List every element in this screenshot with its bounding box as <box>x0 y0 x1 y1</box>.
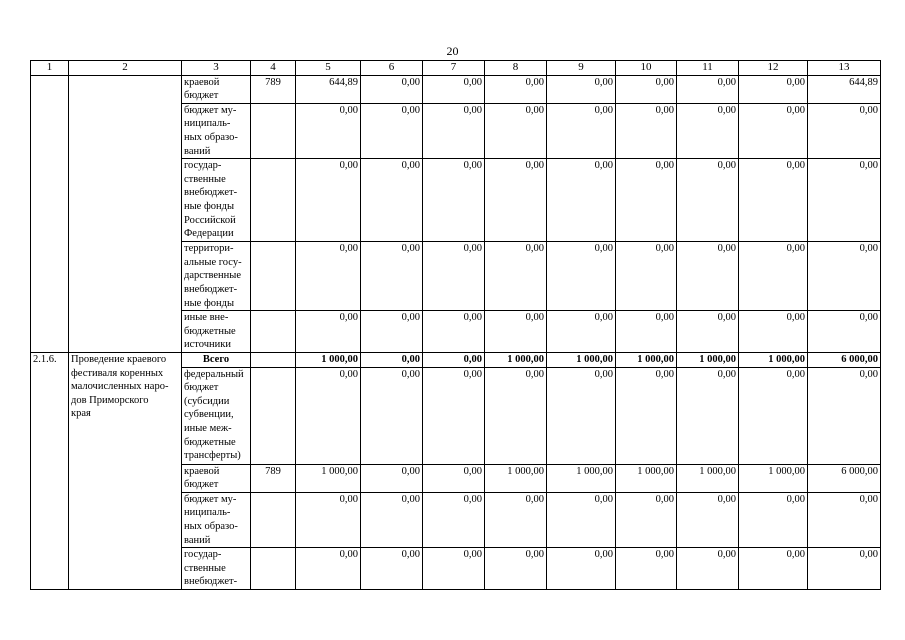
amount-col-10: 0,00 <box>616 548 677 590</box>
table-row <box>31 75 881 103</box>
amount-col-6: 0,00 <box>361 352 423 367</box>
budget-code <box>251 548 296 590</box>
budget-table <box>30 60 881 590</box>
amount-col-5: 0,00 <box>296 311 361 353</box>
budget-code <box>251 492 296 547</box>
amount-col-13: 644,89 <box>808 75 881 103</box>
column-header-5: 5 <box>296 61 361 76</box>
amount-col-8: 0,00 <box>485 548 547 590</box>
amount-col-12: 0,00 <box>739 242 808 311</box>
item-number <box>31 75 69 352</box>
amount-col-6: 0,00 <box>361 367 423 464</box>
amount-col-12: 0,00 <box>739 492 808 547</box>
amount-col-12: 1 000,00 <box>739 352 808 367</box>
amount-col-5: 0,00 <box>296 103 361 158</box>
amount-col-8: 0,00 <box>485 367 547 464</box>
amount-col-6: 0,00 <box>361 159 423 242</box>
amount-col-7: 0,00 <box>423 492 485 547</box>
budget-code <box>251 311 296 353</box>
amount-col-12: 0,00 <box>739 75 808 103</box>
funding-source: бюджет му- ниципаль- ных образо- ваний <box>182 492 251 547</box>
amount-col-9: 0,00 <box>547 311 616 353</box>
amount-col-11: 0,00 <box>677 242 739 311</box>
amount-col-13: 0,00 <box>808 492 881 547</box>
amount-col-9: 0,00 <box>547 367 616 464</box>
table-row <box>31 352 881 367</box>
amount-col-7: 0,00 <box>423 311 485 353</box>
column-header-13: 13 <box>808 61 881 76</box>
amount-col-9: 0,00 <box>547 548 616 590</box>
funding-source: краевой бюджет <box>182 464 251 492</box>
amount-col-7: 0,00 <box>423 352 485 367</box>
funding-source: территори- альные госу- дарственные внебюджет- ные фонды <box>182 242 251 311</box>
amount-col-11: 0,00 <box>677 367 739 464</box>
funding-source: федеральный бюджет (субсидии субвенции, иные меж- бюджетные трансферты) <box>182 367 251 464</box>
amount-col-13: 0,00 <box>808 367 881 464</box>
funding-source: бюджет му- ниципаль- ных образо- ваний <box>182 103 251 158</box>
amount-col-6: 0,00 <box>361 75 423 103</box>
amount-col-5: 0,00 <box>296 367 361 464</box>
amount-col-10: 0,00 <box>616 75 677 103</box>
amount-col-8: 0,00 <box>485 242 547 311</box>
amount-col-9: 1 000,00 <box>547 464 616 492</box>
amount-col-10: 1 000,00 <box>616 464 677 492</box>
amount-col-8: 0,00 <box>485 159 547 242</box>
amount-col-5: 644,89 <box>296 75 361 103</box>
amount-col-13: 0,00 <box>808 311 881 353</box>
amount-col-7: 0,00 <box>423 548 485 590</box>
amount-col-9: 0,00 <box>547 242 616 311</box>
amount-col-12: 0,00 <box>739 548 808 590</box>
amount-col-12: 0,00 <box>739 103 808 158</box>
amount-col-7: 0,00 <box>423 75 485 103</box>
amount-col-9: 0,00 <box>547 103 616 158</box>
amount-col-5: 0,00 <box>296 242 361 311</box>
budget-code <box>251 159 296 242</box>
amount-col-6: 0,00 <box>361 464 423 492</box>
item-number: 2.1.6. <box>31 352 69 589</box>
page-number: 20 <box>446 44 459 58</box>
budget-code: 789 <box>251 464 296 492</box>
amount-col-10: 1 000,00 <box>616 352 677 367</box>
amount-col-12: 0,00 <box>739 367 808 464</box>
column-header-8: 8 <box>485 61 547 76</box>
column-header-10: 10 <box>616 61 677 76</box>
amount-col-13: 0,00 <box>808 242 881 311</box>
amount-col-5: 0,00 <box>296 548 361 590</box>
funding-source: государ- ственные внебюджет- ные фонды Российской Федерации <box>182 159 251 242</box>
budget-code <box>251 352 296 367</box>
column-header-4: 4 <box>251 61 296 76</box>
amount-col-10: 0,00 <box>616 242 677 311</box>
amount-col-6: 0,00 <box>361 311 423 353</box>
amount-col-9: 0,00 <box>547 492 616 547</box>
amount-col-13: 6 000,00 <box>808 352 881 367</box>
amount-col-10: 0,00 <box>616 103 677 158</box>
column-header-3: 3 <box>182 61 251 76</box>
column-header-7: 7 <box>423 61 485 76</box>
amount-col-11: 1 000,00 <box>677 352 739 367</box>
column-header-2: 2 <box>69 61 182 76</box>
budget-code <box>251 367 296 464</box>
amount-col-13: 6 000,00 <box>808 464 881 492</box>
amount-col-10: 0,00 <box>616 159 677 242</box>
amount-col-6: 0,00 <box>361 492 423 547</box>
funding-source: Всего <box>182 352 251 367</box>
funding-source: краевой бюджет <box>182 75 251 103</box>
amount-col-6: 0,00 <box>361 548 423 590</box>
amount-col-8: 0,00 <box>485 75 547 103</box>
amount-col-11: 0,00 <box>677 103 739 158</box>
amount-col-6: 0,00 <box>361 242 423 311</box>
amount-col-8: 0,00 <box>485 492 547 547</box>
column-header-9: 9 <box>547 61 616 76</box>
item-name <box>69 75 182 352</box>
amount-col-11: 0,00 <box>677 311 739 353</box>
amount-col-8: 1 000,00 <box>485 464 547 492</box>
amount-col-10: 0,00 <box>616 367 677 464</box>
amount-col-12: 0,00 <box>739 311 808 353</box>
budget-code <box>251 242 296 311</box>
amount-col-8: 0,00 <box>485 311 547 353</box>
amount-col-7: 0,00 <box>423 464 485 492</box>
amount-col-13: 0,00 <box>808 103 881 158</box>
amount-col-6: 0,00 <box>361 103 423 158</box>
amount-col-11: 0,00 <box>677 75 739 103</box>
budget-code <box>251 103 296 158</box>
amount-col-11: 0,00 <box>677 548 739 590</box>
amount-col-10: 0,00 <box>616 492 677 547</box>
amount-col-5: 1 000,00 <box>296 464 361 492</box>
budget-code: 789 <box>251 75 296 103</box>
amount-col-7: 0,00 <box>423 159 485 242</box>
column-header-1: 1 <box>31 61 69 76</box>
amount-col-9: 1 000,00 <box>547 352 616 367</box>
amount-col-7: 0,00 <box>423 367 485 464</box>
amount-col-10: 0,00 <box>616 311 677 353</box>
amount-col-5: 1 000,00 <box>296 352 361 367</box>
item-name: Проведение краевого фестиваля коренных малочисленных наро- дов Приморского края <box>69 352 182 589</box>
amount-col-5: 0,00 <box>296 159 361 242</box>
amount-col-9: 0,00 <box>547 159 616 242</box>
amount-col-5: 0,00 <box>296 492 361 547</box>
amount-col-11: 1 000,00 <box>677 464 739 492</box>
amount-col-7: 0,00 <box>423 103 485 158</box>
amount-col-7: 0,00 <box>423 242 485 311</box>
amount-col-13: 0,00 <box>808 548 881 590</box>
amount-col-13: 0,00 <box>808 159 881 242</box>
amount-col-11: 0,00 <box>677 492 739 547</box>
amount-col-9: 0,00 <box>547 75 616 103</box>
amount-col-12: 0,00 <box>739 159 808 242</box>
funding-source: иные вне- бюджетные источники <box>182 311 251 353</box>
column-header-6: 6 <box>361 61 423 76</box>
column-header-11: 11 <box>677 61 739 76</box>
amount-col-8: 0,00 <box>485 103 547 158</box>
column-header-12: 12 <box>739 61 808 76</box>
amount-col-8: 1 000,00 <box>485 352 547 367</box>
header-row <box>31 61 881 76</box>
funding-source: государ- ственные внебюджет- <box>182 548 251 590</box>
amount-col-11: 0,00 <box>677 159 739 242</box>
amount-col-12: 1 000,00 <box>739 464 808 492</box>
